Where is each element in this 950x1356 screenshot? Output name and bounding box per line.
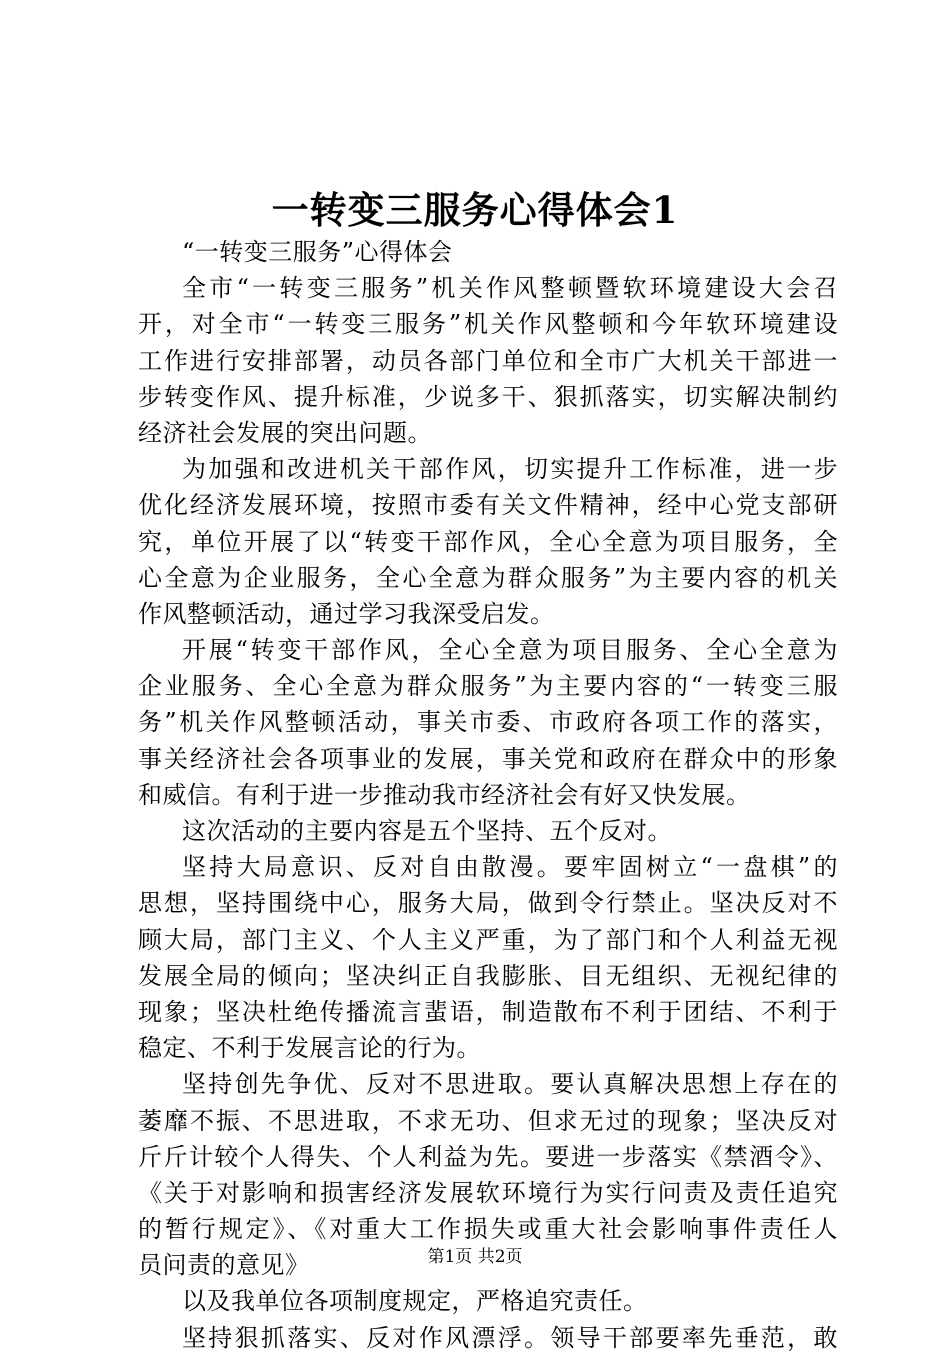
text-line: 和威信。有利于进一步推动我市经济社会有好又快发展。 bbox=[138, 780, 751, 809]
text-line: 顾大局，部门主义、个人主义严重，为了部门和个人利益无视 bbox=[138, 925, 838, 954]
text-line: 发展全局的倾向；坚决纠正自我膨胀、目无组织、无视纪律的 bbox=[138, 961, 838, 990]
text-line: 这次活动的主要内容是五个坚持、五个反对。 bbox=[182, 817, 672, 845]
text-line: 坚持大局意识、反对自由散漫。要牢固树立“一盘棋”的 bbox=[182, 853, 838, 882]
text-line: 稳定、不利于发展言论的行为。 bbox=[138, 1034, 481, 1063]
text-line: 现象；坚决杜绝传播流言蜚语，制造散布不利于团结、不利于 bbox=[138, 997, 838, 1026]
text-line: 《关于对影响和损害经济发展软环境行为实行问责及责任追究 bbox=[138, 1178, 838, 1207]
text-line: 工作进行安排部署，动员各部门单位和全市广大机关干部进一 bbox=[138, 346, 838, 375]
text-line: 开展“转变干部作风，全心全意为项目服务、全心全意为 bbox=[182, 636, 838, 665]
text-line: 全市“一转变三服务”机关作风整顿暨软环境建设大会召 bbox=[182, 274, 838, 303]
text-line: 心全意为企业服务，全心全意为群众服务”为主要内容的机关 bbox=[138, 563, 838, 592]
text-line: 以及我单位各项制度规定，严格追究责任。 bbox=[182, 1287, 648, 1316]
text-line: “一转变三服务”心得体会 bbox=[182, 238, 453, 266]
text-line: 优化经济发展环境，按照市委有关文件精神，经中心党支部研 bbox=[138, 491, 838, 520]
text-line: 究，单位开展了以“转变干部作风，全心全意为项目服务，全 bbox=[138, 527, 838, 556]
text-line: 作风整顿活动，通过学习我深受启发。 bbox=[138, 599, 555, 628]
text-line: 的暂行规定》、《对重大工作损失或重大社会影响事件责任人 bbox=[138, 1215, 838, 1244]
text-line: 萎靡不振、不思进取，不求无功、但求无过的现象；坚决反对 bbox=[138, 1106, 838, 1135]
text-line: 员问责的意见》 bbox=[138, 1251, 310, 1280]
text-line: 斤斤计较个人得失、个人利益为先。要进一步落实《禁酒令》、 bbox=[138, 1142, 838, 1171]
document-title: 一转变三服务心得体会1 bbox=[271, 188, 679, 232]
document-body bbox=[138, 234, 838, 1356]
text-line: 经济社会发展的突出问题。 bbox=[138, 418, 432, 447]
text-line: 为加强和改进机关干部作风，切实提升工作标准，进一步 bbox=[182, 455, 838, 484]
text-line: 步转变作风、提升标准，少说多干、狠抓落实，切实解决制约 bbox=[138, 382, 838, 411]
text-line: 务”机关作风整顿活动，事关市委、市政府各项工作的落实， bbox=[138, 708, 838, 737]
text-line: 开，对全市“一转变三服务”机关作风整顿和今年软环境建设 bbox=[138, 310, 838, 339]
page-footer: 第1页 共2页 bbox=[427, 1247, 523, 1267]
text-line: 坚持创先争优、反对不思进取。要认真解决思想上存在的 bbox=[182, 1070, 838, 1099]
text-line: 坚持狠抓落实、反对作风漂浮。领导干部要率先垂范，敢 bbox=[182, 1323, 838, 1352]
text-line: 事关经济社会各项事业的发展，事关党和政府在群众中的形象 bbox=[138, 744, 838, 773]
text-line: 企业服务、全心全意为群众服务”为主要内容的“一转变三服 bbox=[138, 672, 838, 701]
text-line: 思想，坚持围绕中心，服务大局，做到令行禁止。坚决反对不 bbox=[138, 889, 838, 918]
